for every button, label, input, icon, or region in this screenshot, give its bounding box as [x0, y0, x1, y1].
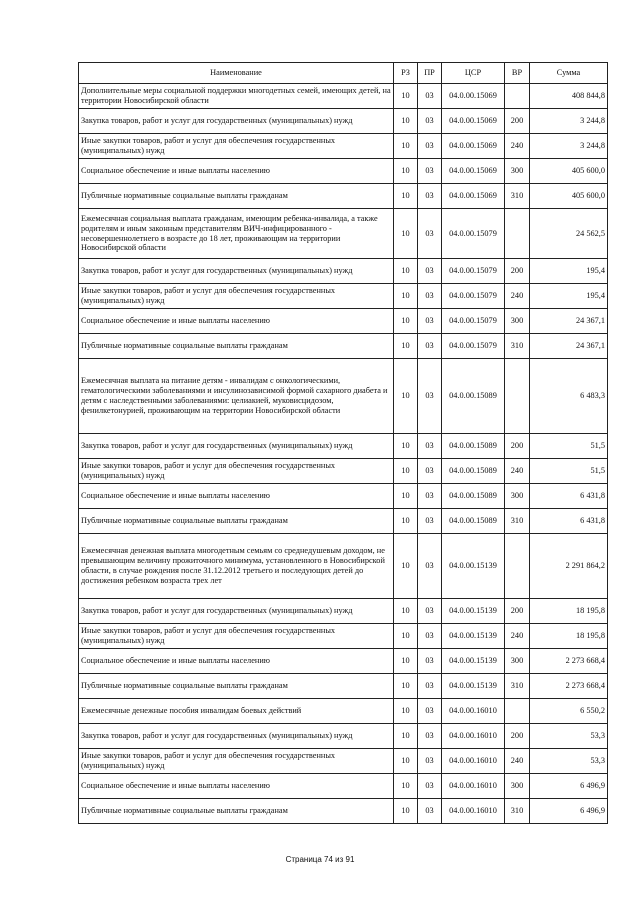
cell-csr: 04.0.00.15079 [442, 284, 505, 309]
cell-name: Публичные нормативные социальные выплаты гражданам [79, 184, 394, 209]
cell-csr: 04.0.00.16010 [442, 799, 505, 824]
cell-vr [505, 359, 530, 434]
cell-vr: 310 [505, 674, 530, 699]
cell-rz: 10 [394, 799, 418, 824]
cell-name: Публичные нормативные социальные выплаты гражданам [79, 799, 394, 824]
cell-name: Закупка товаров, работ и услуг для государственных (муниципальных) нужд [79, 109, 394, 134]
cell-csr: 04.0.00.15089 [442, 484, 505, 509]
table-row [79, 109, 608, 134]
cell-rz: 10 [394, 359, 418, 434]
cell-sum: 405 600,0 [530, 159, 608, 184]
cell-name: Ежемесячная социальная выплата гражданам, имеющим ребенка-инвалида, а также родителям и иным законным представителям ВИЧ-инфицированного - несовершеннолетнего в возрасте до 18 лет, проживающим на территории Новосибирской области [79, 209, 394, 259]
cell-vr: 240 [505, 284, 530, 309]
cell-csr: 04.0.00.15089 [442, 434, 505, 459]
cell-vr: 240 [505, 459, 530, 484]
table-row [79, 209, 608, 259]
cell-rz: 10 [394, 434, 418, 459]
cell-pr: 03 [418, 159, 442, 184]
cell-pr: 03 [418, 309, 442, 334]
cell-csr: 04.0.00.15069 [442, 84, 505, 109]
cell-name: Иные закупки товаров, работ и услуг для обеспечения государственных (муниципальных) нужд [79, 459, 394, 484]
cell-rz: 10 [394, 484, 418, 509]
cell-name: Ежемесячная выплата на питание детям - инвалидам с онкологическими, гематологическими заболеваниями и инсулинозависимой формой сахарного диабета и детям с наследственными заболеваниями: целиакией, муковисцидозом, фенилкетонурией, проживающим на территории Новосибирской области [79, 359, 394, 434]
cell-rz: 10 [394, 184, 418, 209]
cell-vr: 310 [505, 799, 530, 824]
table-row [79, 434, 608, 459]
cell-vr: 240 [505, 749, 530, 774]
table-header-row [79, 63, 608, 84]
cell-vr: 300 [505, 159, 530, 184]
cell-sum: 408 844,8 [530, 84, 608, 109]
table-row [79, 459, 608, 484]
cell-sum: 2 273 668,4 [530, 674, 608, 699]
cell-vr [505, 209, 530, 259]
cell-name: Иные закупки товаров, работ и услуг для обеспечения государственных (муниципальных) нужд [79, 284, 394, 309]
cell-csr: 04.0.00.15069 [442, 159, 505, 184]
page-number: Страница 74 из 91 [285, 855, 355, 864]
table-row [79, 749, 608, 774]
cell-rz: 10 [394, 509, 418, 534]
table-row [79, 484, 608, 509]
cell-rz: 10 [394, 534, 418, 599]
cell-csr: 04.0.00.15069 [442, 109, 505, 134]
cell-pr: 03 [418, 799, 442, 824]
cell-pr: 03 [418, 209, 442, 259]
cell-sum: 6 496,9 [530, 774, 608, 799]
cell-name: Публичные нормативные социальные выплаты гражданам [79, 334, 394, 359]
cell-rz: 10 [394, 134, 418, 159]
cell-name: Закупка товаров, работ и услуг для государственных (муниципальных) нужд [79, 259, 394, 284]
cell-vr: 310 [505, 509, 530, 534]
cell-pr: 03 [418, 774, 442, 799]
cell-csr: 04.0.00.16010 [442, 699, 505, 724]
cell-rz: 10 [394, 334, 418, 359]
cell-name: Иные закупки товаров, работ и услуг для обеспечения государственных (муниципальных) нужд [79, 749, 394, 774]
cell-rz: 10 [394, 649, 418, 674]
cell-rz: 10 [394, 599, 418, 624]
cell-pr: 03 [418, 699, 442, 724]
cell-name: Закупка товаров, работ и услуг для государственных (муниципальных) нужд [79, 434, 394, 459]
cell-pr: 03 [418, 84, 442, 109]
table-row [79, 624, 608, 649]
cell-vr: 310 [505, 334, 530, 359]
header-csr: ЦСР [442, 63, 505, 84]
budget-table [78, 62, 608, 824]
cell-pr: 03 [418, 359, 442, 434]
table-row [79, 84, 608, 109]
cell-rz: 10 [394, 699, 418, 724]
cell-vr: 240 [505, 134, 530, 159]
cell-csr: 04.0.00.15079 [442, 309, 505, 334]
header-vr: ВР [505, 63, 530, 84]
cell-sum: 6 496,9 [530, 799, 608, 824]
cell-rz: 10 [394, 109, 418, 134]
cell-pr: 03 [418, 134, 442, 159]
cell-name: Социальное обеспечение и иные выплаты населению [79, 484, 394, 509]
cell-rz: 10 [394, 674, 418, 699]
cell-name: Социальное обеспечение и иные выплаты населению [79, 649, 394, 674]
cell-name: Закупка товаров, работ и услуг для государственных (муниципальных) нужд [79, 599, 394, 624]
cell-name: Дополнительные меры социальной поддержки многодетных семей, имеющих детей, на территории Новосибирской области [79, 84, 394, 109]
cell-csr: 04.0.00.15139 [442, 649, 505, 674]
cell-sum: 195,4 [530, 259, 608, 284]
cell-vr: 240 [505, 624, 530, 649]
cell-csr: 04.0.00.15139 [442, 599, 505, 624]
cell-pr: 03 [418, 109, 442, 134]
cell-sum: 53,3 [530, 724, 608, 749]
cell-csr: 04.0.00.15079 [442, 259, 505, 284]
cell-vr: 300 [505, 774, 530, 799]
cell-vr: 200 [505, 599, 530, 624]
table-row [79, 799, 608, 824]
cell-sum: 53,3 [530, 749, 608, 774]
cell-csr: 04.0.00.15089 [442, 459, 505, 484]
cell-csr: 04.0.00.16010 [442, 724, 505, 749]
cell-sum: 195,4 [530, 284, 608, 309]
header-pr: ПР [418, 63, 442, 84]
cell-sum: 6 431,8 [530, 484, 608, 509]
cell-rz: 10 [394, 284, 418, 309]
table-row [79, 724, 608, 749]
cell-vr: 200 [505, 259, 530, 284]
cell-sum: 3 244,8 [530, 109, 608, 134]
cell-sum: 2 291 864,2 [530, 534, 608, 599]
cell-vr: 300 [505, 309, 530, 334]
cell-vr: 200 [505, 724, 530, 749]
cell-pr: 03 [418, 534, 442, 599]
cell-sum: 18 195,8 [530, 624, 608, 649]
cell-pr: 03 [418, 484, 442, 509]
cell-name: Публичные нормативные социальные выплаты гражданам [79, 509, 394, 534]
cell-rz: 10 [394, 259, 418, 284]
cell-name: Публичные нормативные социальные выплаты гражданам [79, 674, 394, 699]
cell-sum: 51,5 [530, 459, 608, 484]
cell-pr: 03 [418, 509, 442, 534]
cell-vr: 300 [505, 484, 530, 509]
cell-vr: 200 [505, 434, 530, 459]
cell-csr: 04.0.00.15089 [442, 509, 505, 534]
cell-pr: 03 [418, 259, 442, 284]
cell-name: Социальное обеспечение и иные выплаты населению [79, 159, 394, 184]
header-sum: Сумма [530, 63, 608, 84]
cell-sum: 3 244,8 [530, 134, 608, 159]
cell-rz: 10 [394, 159, 418, 184]
cell-sum: 24 367,1 [530, 309, 608, 334]
table-row [79, 134, 608, 159]
table-row [79, 674, 608, 699]
cell-pr: 03 [418, 624, 442, 649]
table-row [79, 699, 608, 724]
table-row [79, 509, 608, 534]
cell-csr: 04.0.00.15069 [442, 134, 505, 159]
cell-pr: 03 [418, 334, 442, 359]
table-row [79, 649, 608, 674]
cell-vr: 310 [505, 184, 530, 209]
cell-rz: 10 [394, 624, 418, 649]
cell-sum: 51,5 [530, 434, 608, 459]
cell-vr: 300 [505, 649, 530, 674]
cell-pr: 03 [418, 459, 442, 484]
cell-name: Иные закупки товаров, работ и услуг для обеспечения государственных (муниципальных) нужд [79, 134, 394, 159]
cell-pr: 03 [418, 284, 442, 309]
cell-rz: 10 [394, 84, 418, 109]
cell-sum: 24 562,5 [530, 209, 608, 259]
cell-rz: 10 [394, 749, 418, 774]
cell-csr: 04.0.00.15089 [442, 359, 505, 434]
cell-vr: 200 [505, 109, 530, 134]
cell-csr: 04.0.00.15139 [442, 534, 505, 599]
cell-sum: 24 367,1 [530, 334, 608, 359]
header-name: Наименование [79, 63, 394, 84]
table-row [79, 599, 608, 624]
cell-vr [505, 534, 530, 599]
table-body [79, 84, 608, 824]
cell-sum: 2 273 668,4 [530, 649, 608, 674]
cell-pr: 03 [418, 599, 442, 624]
table-row [79, 159, 608, 184]
header-rz: РЗ [394, 63, 418, 84]
cell-vr [505, 84, 530, 109]
cell-pr: 03 [418, 724, 442, 749]
table-row [79, 284, 608, 309]
cell-rz: 10 [394, 774, 418, 799]
cell-vr [505, 699, 530, 724]
cell-name: Ежемесячная денежная выплата многодетным семьям со среднедушевым доходом, не превышающим величину прожиточного минимума, установленного в Новосибирской области, в случае рождения после 31.12.2012 третьего и последующих детей до достижения ребенком возраста трех лет [79, 534, 394, 599]
cell-name: Социальное обеспечение и иные выплаты населению [79, 774, 394, 799]
cell-csr: 04.0.00.15079 [442, 209, 505, 259]
cell-csr: 04.0.00.15079 [442, 334, 505, 359]
cell-sum: 6 431,8 [530, 509, 608, 534]
cell-name: Иные закупки товаров, работ и услуг для обеспечения государственных (муниципальных) нужд [79, 624, 394, 649]
cell-rz: 10 [394, 459, 418, 484]
cell-name: Социальное обеспечение и иные выплаты населению [79, 309, 394, 334]
table-row [79, 774, 608, 799]
cell-pr: 03 [418, 434, 442, 459]
cell-csr: 04.0.00.15139 [442, 624, 505, 649]
cell-pr: 03 [418, 749, 442, 774]
cell-rz: 10 [394, 209, 418, 259]
cell-csr: 04.0.00.16010 [442, 749, 505, 774]
table-row [79, 309, 608, 334]
cell-csr: 04.0.00.16010 [442, 774, 505, 799]
cell-name: Ежемесячные денежные пособия инвалидам боевых действий [79, 699, 394, 724]
cell-pr: 03 [418, 184, 442, 209]
cell-pr: 03 [418, 674, 442, 699]
cell-sum: 6 550,2 [530, 699, 608, 724]
table-row [79, 334, 608, 359]
cell-csr: 04.0.00.15139 [442, 674, 505, 699]
cell-rz: 10 [394, 309, 418, 334]
table-row [79, 259, 608, 284]
table-row [79, 359, 608, 434]
cell-sum: 6 483,3 [530, 359, 608, 434]
cell-rz: 10 [394, 724, 418, 749]
cell-sum: 18 195,8 [530, 599, 608, 624]
cell-name: Закупка товаров, работ и услуг для государственных (муниципальных) нужд [79, 724, 394, 749]
table-row [79, 184, 608, 209]
table-row [79, 534, 608, 599]
cell-csr: 04.0.00.15069 [442, 184, 505, 209]
cell-pr: 03 [418, 649, 442, 674]
cell-sum: 405 600,0 [530, 184, 608, 209]
